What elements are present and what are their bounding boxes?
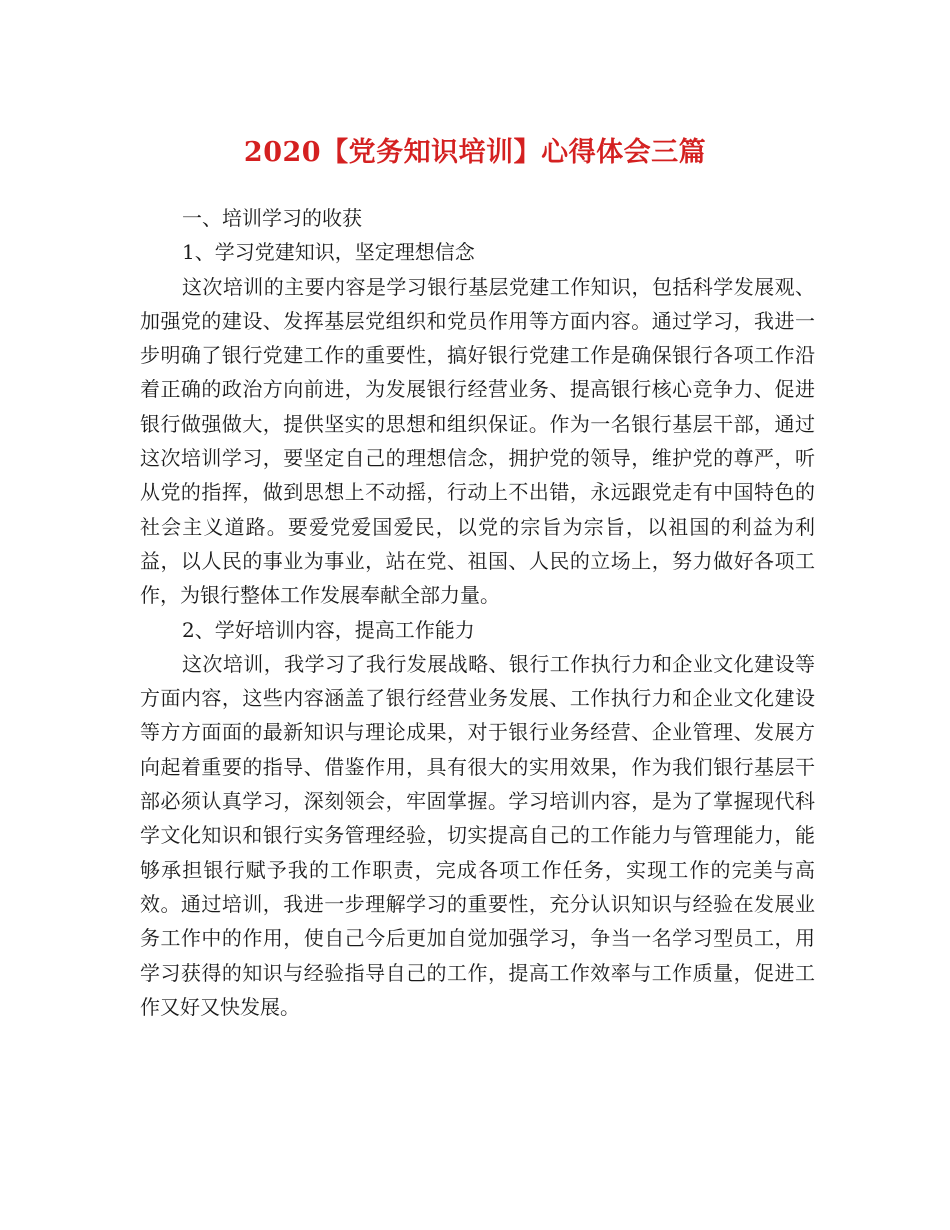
item-heading-1: 1、学习党建知识，坚定理想信念 — [182, 240, 475, 265]
item-body-1: 这次培训的主要内容是学习银行基层党建工作知识，包括科学发展观、加强党的建设、发挥基层党组织和党员作用等方面内容。通过学习，我进一步明确了银行党建工作的重要性，搞好银行党建工作是确保银行各项工作沿着正确的政治方向前进，为发展银行经营业务、提高银行核心竞争力、促进银行做强做大，提供坚实的思想和组织保证。作为一名银行基层干部，通过这次培训学习，要坚定自己的理想信念，拥护党的领导，维护党的尊严，听从党的指挥，做到思想上不动摇，行动上不出错，永远跟党走有中国特色的社会主义道路。要爱党爱国爱民，以党的宗旨为宗旨，以祖国的利益为利益，以人民的事业为事业，站在党、祖国、人民的立场上，努力做好各项工作，为银行整体工作发展奉献全部力量。 — [140, 274, 815, 608]
section-heading: 一、培训学习的收获 — [182, 206, 362, 230]
document-title: 2020【党务知识培训】心得体会三篇 — [243, 137, 707, 168]
item-heading-2: 2、学好培训内容，提高工作能力 — [182, 617, 475, 642]
document-content — [140, 201, 815, 1024]
item-body-2: 这次培训，我学习了我行发展战略、银行工作执行力和企业文化建设等方面内容，这些内容涵盖了银行经营业务发展、工作执行力和企业文化建设等方方面面的最新知识与理论成果，对于银行业务经营、企业管理、发展方向起着重要的指导、借鉴作用，具有很大的实用效果，作为我们银行基层干部必须认真学习，深刻领会，牢固掌握。学习培训内容，是为了掌握现代科学文化知识和银行实务管理经验，切实提高自己的工作能力与管理能力，能够承担银行赋予我的工作职责，完成各项工作任务，实现工作的完美与高效。通过培训，我进一步理解学习的重要性，充分认识知识与经验在发展业务工作中的作用，使自己今后更加自觉加强学习，争当一名学习型员工，用学习获得的知识与经验指导自己的工作，提高工作效率与工作质量，促进工作又好又快发展。 — [140, 651, 815, 1019]
